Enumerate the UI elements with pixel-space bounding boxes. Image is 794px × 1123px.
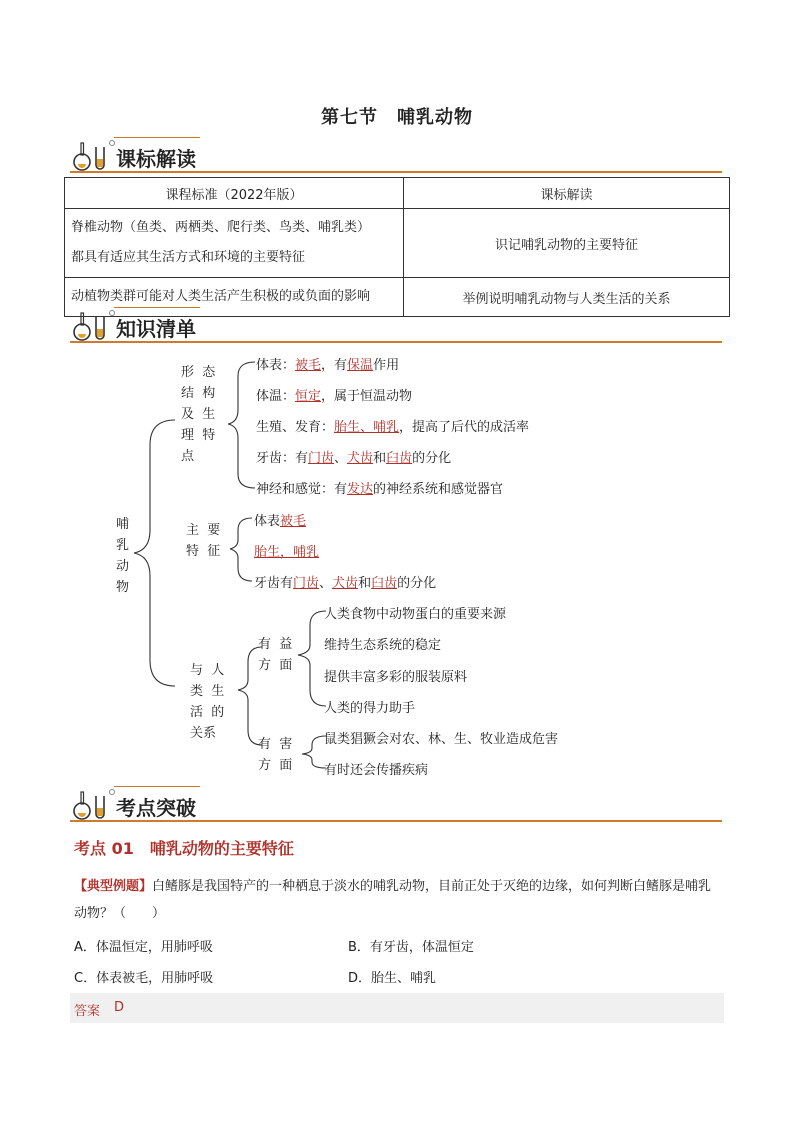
mindmap-branch-structure: 形 态 结 构 及 生 理 特 点: [181, 365, 216, 464]
option-d: D．胎生、哺乳: [348, 971, 437, 986]
example-question: [74, 873, 724, 927]
exam-point-title: 考点 01 哺乳动物的主要特征: [74, 839, 294, 858]
answer-blank: 臼齿: [386, 451, 413, 466]
item-text: ，有: [321, 358, 348, 373]
answer-blank: 胎生，哺乳: [254, 545, 320, 560]
option-b: B．有牙齿，体温恒定: [348, 940, 474, 955]
answer-blank: 门齿: [293, 576, 320, 591]
item-text: 的神经系统和感觉器官: [373, 482, 504, 497]
mindmap-item: [256, 354, 399, 373]
mindmap-item: [256, 416, 529, 435]
mindmap-item: [254, 510, 306, 529]
answer-blank: 发达: [347, 482, 374, 497]
section-title: 知识清单: [116, 317, 196, 341]
header-top-rule: [114, 786, 200, 787]
answer-blank: 臼齿: [371, 576, 398, 591]
item-text: 、: [319, 576, 333, 591]
mindmap-root: 哺 乳 动 物: [116, 517, 130, 595]
question-tag: 【典型例题】: [74, 879, 153, 894]
mindmap-item: 人类的得力助手: [324, 701, 416, 716]
item-text: ，提高了后代的成活率: [399, 420, 530, 435]
section-title: 课标解读: [116, 147, 196, 171]
answer-blank: 保温: [347, 358, 374, 373]
mindmap-item: 人类食物中动物蛋白的重要来源: [324, 607, 507, 622]
mindmap-branch-human-relation: 与 人 类 生 活 的 关系: [190, 663, 225, 741]
answer-blank: 犬齿: [332, 576, 359, 591]
item-text: 的分化: [397, 576, 437, 591]
answer-value: D: [114, 1000, 125, 1015]
item-text: 和: [358, 576, 372, 591]
answer-blank: 胎生、哺乳: [334, 420, 400, 435]
item-text: 牙齿：有: [256, 451, 309, 466]
answer-blank: 被毛: [295, 358, 322, 373]
answer-box: [70, 993, 724, 1023]
mindmap-item: [256, 478, 503, 497]
item-text: 牙齿有: [254, 576, 294, 591]
mindmap-item: 鼠类猖獗会对农、林、生、牧业造成危害: [324, 732, 559, 747]
option-c: C．体表被毛，用肺呼吸: [74, 971, 214, 986]
mindmap-item: 有时还会传播疾病: [324, 763, 429, 778]
mindmap-branch-main-features: 主 要 特 征: [186, 523, 221, 559]
table-header-cell: 课标解读: [404, 178, 730, 209]
item-text: 的分化: [412, 451, 452, 466]
mindmap-harmful: 有 害 方 面: [258, 737, 293, 773]
item-text: 体温：: [256, 389, 296, 404]
section-header-exam-points: [70, 786, 722, 826]
standard-text: 动植物类群可能对人类生活产生积极的或负面的影响: [71, 289, 371, 304]
section-title: 考点突破: [116, 796, 196, 820]
mindmap-item: 维持生态系统的稳定: [324, 638, 442, 653]
answer-blank: 门齿: [308, 451, 335, 466]
answer-blank: 恒定: [295, 389, 322, 404]
mindmap-item: [256, 447, 451, 466]
page-title: 第七节 哺乳动物: [321, 107, 473, 128]
item-text: 和: [373, 451, 387, 466]
item-text: 神经和感觉：有: [256, 482, 348, 497]
mindmap-item: [254, 541, 319, 560]
option-a: A．体温恒定，用肺呼吸: [74, 940, 213, 955]
item-text: ，属于恒温动物: [321, 389, 413, 404]
answer-label: 答案: [74, 1004, 101, 1019]
mindmap-item: [256, 385, 412, 404]
item-text: 、: [334, 451, 348, 466]
mindmap-item: 提供丰富多彩的服装原料: [324, 670, 468, 685]
interpretation-cell: 举例说明哺乳动物与人类生活的关系: [404, 278, 730, 317]
interpretation-cell: 识记哺乳动物的主要特征: [404, 209, 730, 278]
table-header-cell: 课程标准（2022年版）: [65, 178, 404, 209]
answer-blank: 犬齿: [347, 451, 374, 466]
question-text: 白鳍豚是我国特产的一种栖息于淡水的哺乳动物，目前正处于灭绝的边缘，如何判断白鳍豚是哺乳动物？（ ）: [74, 879, 712, 921]
header-bottom-rule: [70, 820, 722, 822]
item-text: 体表: [254, 514, 281, 529]
mindmap-item: [254, 572, 436, 591]
item-text: 生殖、发育：: [256, 420, 335, 435]
mindmap-beneficial: 有 益 方 面: [258, 637, 293, 673]
item-text: 体表：: [256, 358, 296, 373]
standard-text: 脊椎动物（鱼类、两栖类、爬行类、鸟类、哺乳类）: [71, 220, 371, 235]
item-text: 作用: [373, 358, 400, 373]
answer-blank: 被毛: [280, 514, 307, 529]
standard-text: 都具有适应其生活方式和环境的主要特征: [71, 250, 306, 265]
